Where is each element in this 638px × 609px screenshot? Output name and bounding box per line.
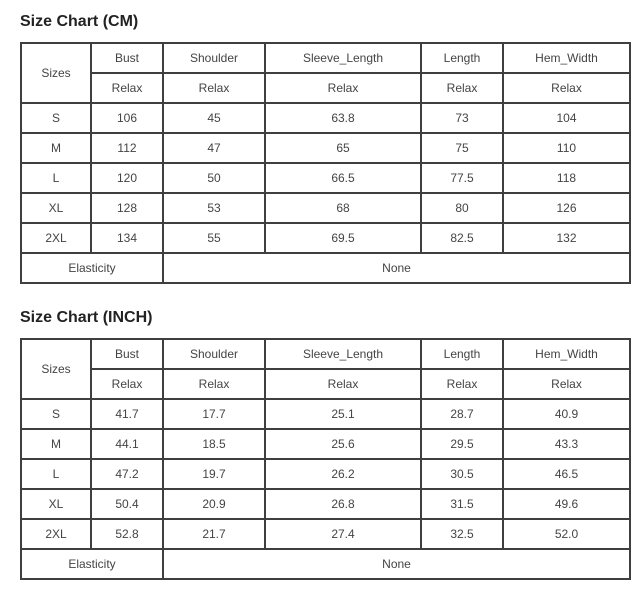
table-row [21,459,630,489]
table-cell: 55 [163,223,265,253]
table-cell: 53 [163,193,265,223]
table-cell: 26.2 [265,459,421,489]
elasticity-label: Elasticity [21,549,163,579]
table-cell: 104 [503,103,630,133]
table-row [21,429,630,459]
table-cell: 43.3 [503,429,630,459]
table-cell: 63.8 [265,103,421,133]
sub-header-cell: Relax [503,73,630,103]
size-cell: L [21,163,91,193]
elasticity-row [21,253,630,283]
table-cell: 50 [163,163,265,193]
column-header-sleeve-length: Sleeve_Length [265,43,421,73]
table-cell: 82.5 [421,223,503,253]
table-cell: 17.7 [163,399,265,429]
table-cell: 28.7 [421,399,503,429]
table-cell: 25.1 [265,399,421,429]
table-cell: 65 [265,133,421,163]
sizes-header: Sizes [21,43,91,103]
sub-header-cell: Relax [421,369,503,399]
elasticity-value: None [163,253,630,283]
column-header-length: Length [421,43,503,73]
elasticity-label: Elasticity [21,253,163,283]
table-cell: 80 [421,193,503,223]
table-cell: 18.5 [163,429,265,459]
table-row [21,133,630,163]
table-row [21,489,630,519]
table-cell: 120 [91,163,163,193]
table-cell: 106 [91,103,163,133]
elasticity-row [21,549,630,579]
column-header-shoulder: Shoulder [163,339,265,369]
table-cell: 31.5 [421,489,503,519]
size-cell: 2XL [21,519,91,549]
size-cell: XL [21,489,91,519]
table-row [21,519,630,549]
table-cell: 112 [91,133,163,163]
table-cell: 52.0 [503,519,630,549]
size-chart-inch-table [20,338,631,580]
elasticity-value: None [163,549,630,579]
header-row [21,43,630,73]
table-cell: 25.6 [265,429,421,459]
size-cell: 2XL [21,223,91,253]
sub-header-row [21,369,630,399]
table-cell: 118 [503,163,630,193]
table-cell: 21.7 [163,519,265,549]
table-cell: 50.4 [91,489,163,519]
table-cell: 69.5 [265,223,421,253]
column-header-hem-width: Hem_Width [503,43,630,73]
table-cell: 26.8 [265,489,421,519]
size-cell: XL [21,193,91,223]
table-cell: 52.8 [91,519,163,549]
table-cell: 46.5 [503,459,630,489]
table-cell: 77.5 [421,163,503,193]
column-header-length: Length [421,339,503,369]
table-cell: 27.4 [265,519,421,549]
table-cell: 19.7 [163,459,265,489]
column-header-hem-width: Hem_Width [503,339,630,369]
sub-header-cell: Relax [265,73,421,103]
sub-header-cell: Relax [91,369,163,399]
table-cell: 66.5 [265,163,421,193]
table-cell: 134 [91,223,163,253]
table-cell: 49.6 [503,489,630,519]
size-cell: M [21,133,91,163]
size-cell: S [21,399,91,429]
table-cell: 126 [503,193,630,223]
table-cell: 44.1 [91,429,163,459]
size-cell: M [21,429,91,459]
table-cell: 47 [163,133,265,163]
size-chart-inch-title: Size Chart (INCH) [20,309,153,326]
table-cell: 110 [503,133,630,163]
table-cell: 73 [421,103,503,133]
table-cell: 47.2 [91,459,163,489]
column-header-sleeve-length: Sleeve_Length [265,339,421,369]
table-row [21,193,630,223]
header-row [21,339,630,369]
size-chart-cm-section [20,12,631,284]
sub-header-cell: Relax [503,369,630,399]
table-cell: 68 [265,193,421,223]
column-header-bust: Bust [91,43,163,73]
size-chart-cm-table [20,42,631,284]
size-cell: S [21,103,91,133]
table-cell: 40.9 [503,399,630,429]
column-header-shoulder: Shoulder [163,43,265,73]
table-cell: 75 [421,133,503,163]
size-cell: L [21,459,91,489]
table-row [21,223,630,253]
column-header-bust: Bust [91,339,163,369]
size-chart-cm-title: Size Chart (CM) [20,13,139,30]
table-cell: 30.5 [421,459,503,489]
table-row [21,103,630,133]
table-cell: 29.5 [421,429,503,459]
sub-header-cell: Relax [163,369,265,399]
table-row [21,399,630,429]
table-cell: 128 [91,193,163,223]
table-row [21,163,630,193]
sub-header-row [21,73,630,103]
sub-header-cell: Relax [265,369,421,399]
table-cell: 20.9 [163,489,265,519]
table-cell: 132 [503,223,630,253]
sizes-header: Sizes [21,339,91,399]
table-cell: 41.7 [91,399,163,429]
sub-header-cell: Relax [91,73,163,103]
size-chart-inch-section [20,308,631,580]
sub-header-cell: Relax [421,73,503,103]
table-cell: 32.5 [421,519,503,549]
sub-header-cell: Relax [163,73,265,103]
table-cell: 45 [163,103,265,133]
